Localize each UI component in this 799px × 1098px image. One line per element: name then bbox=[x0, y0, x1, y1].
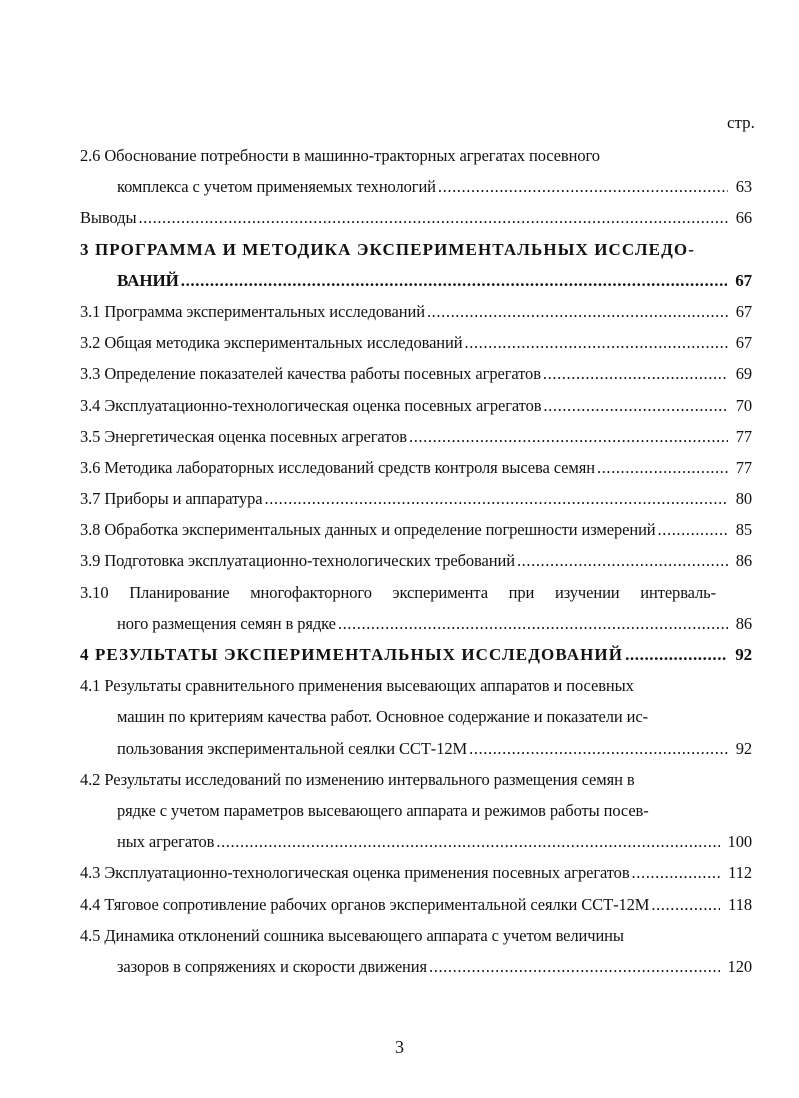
toc-entry-3-10[interactable] bbox=[80, 577, 752, 639]
dot-leader bbox=[409, 421, 728, 452]
dot-leader bbox=[543, 390, 727, 421]
toc-entry-text: 3.1 Программа экспериментальных исследований bbox=[80, 301, 425, 321]
toc-entry-3-7[interactable] bbox=[80, 483, 752, 514]
toc-page-number: 80 bbox=[735, 489, 752, 509]
toc-entry-text: ного размещения семян в рядке bbox=[117, 613, 336, 633]
toc-entry-3-8[interactable] bbox=[80, 514, 752, 545]
toc-entry-text: 3.2 Общая методика экспериментальных исследований bbox=[80, 333, 463, 353]
toc-page-number: 70 bbox=[735, 395, 752, 415]
toc-page-number: 66 bbox=[735, 208, 752, 228]
toc-entry-text: рядке с учетом параметров высевающего аппарата и режимов работы посев- bbox=[117, 800, 649, 820]
toc-entry-4-5[interactable] bbox=[80, 920, 752, 982]
dot-leader bbox=[658, 514, 728, 545]
toc-entry-text: 4.1 Результаты сравнительного применения высевающих аппаратов и посевных bbox=[80, 676, 634, 696]
toc-entry-text: 4.3 Эксплуатационно-технологическая оценка применения посевных агрегатов bbox=[80, 863, 630, 883]
dot-leader bbox=[181, 265, 727, 296]
toc-entry-text: 3.9 Подготовка эксплуатационно-технологических требований bbox=[80, 551, 515, 571]
toc-entry-2-6[interactable] bbox=[80, 140, 752, 202]
toc-page-number: 120 bbox=[727, 956, 752, 976]
dot-leader bbox=[469, 733, 728, 764]
toc-entry-text: ВАНИЙ bbox=[117, 270, 179, 290]
dot-leader bbox=[632, 857, 721, 888]
toc-page-number: 67 bbox=[735, 333, 752, 353]
dot-leader bbox=[651, 889, 720, 920]
dot-leader bbox=[517, 545, 728, 576]
dot-leader bbox=[429, 951, 720, 982]
toc-entry-text: 4 РЕЗУЛЬТАТЫ ЭКСПЕРИМЕНТАЛЬНЫХ ИССЛЕДОВАНИЙ bbox=[80, 645, 624, 664]
toc-entry-3-5[interactable] bbox=[80, 421, 752, 452]
toc-entry-text: комплекса с учетом применяемых технологий bbox=[117, 177, 436, 197]
dot-leader bbox=[465, 327, 728, 358]
toc-entry-text: 3.8 Обработка экспериментальных данных и определение погрешности измерений bbox=[80, 520, 656, 540]
toc-page-number: 67 bbox=[735, 301, 752, 321]
toc-entry-text: 3.4 Эксплуатационно-технологическая оценка посевных агрегатов bbox=[80, 395, 542, 415]
dot-leader bbox=[338, 608, 728, 639]
toc-page-number: 86 bbox=[735, 613, 752, 633]
toc-entry-text: 4.5 Динамика отклонений сошника высевающего аппарата с учетом величины bbox=[80, 925, 624, 945]
toc-page-number: 86 bbox=[735, 551, 752, 571]
toc-entry-text: пользования экспериментальной сеялки ССТ-12М bbox=[117, 738, 468, 758]
toc-entry-text: 3.3 Определение показателей качества работы посевных агрегатов bbox=[80, 364, 541, 384]
toc-entry-3-2[interactable] bbox=[80, 327, 752, 358]
dot-leader bbox=[625, 639, 727, 670]
dot-leader bbox=[138, 202, 727, 233]
toc-page-number: 112 bbox=[728, 863, 752, 883]
toc-page-number: 92 bbox=[735, 738, 752, 758]
toc-entry-4-4[interactable] bbox=[80, 889, 752, 920]
toc-page-number: 85 bbox=[735, 520, 752, 540]
toc-page-number: 77 bbox=[735, 457, 752, 477]
toc-entry-text: 3.6 Методика лабораторных исследований средств контроля высева семян bbox=[80, 457, 595, 477]
toc-entry-3-4[interactable] bbox=[80, 390, 752, 421]
table-of-contents bbox=[80, 140, 752, 982]
toc-entry-conclusions[interactable] bbox=[80, 202, 752, 233]
toc-entry-text: 4.4 Тяговое сопротивление рабочих органов экспериментальной сеялки ССТ-12М bbox=[80, 894, 650, 914]
toc-entry-text: 3 ПРОГРАММА И МЕТОДИКА ЭКСПЕРИМЕНТАЛЬНЫХ ИССЛЕДО- bbox=[80, 239, 695, 259]
toc-entry-3-9[interactable] bbox=[80, 545, 752, 576]
dot-leader bbox=[264, 483, 727, 514]
page-column-label: стр. bbox=[727, 113, 755, 132]
toc-page-number: 77 bbox=[735, 426, 752, 446]
dot-leader bbox=[543, 358, 728, 389]
toc-page-number: 67 bbox=[735, 270, 752, 290]
toc-entry-text: Выводы bbox=[80, 208, 137, 228]
toc-entry-text: 3.7 Приборы и аппаратура bbox=[80, 489, 263, 509]
toc-page-number: 63 bbox=[735, 177, 752, 197]
toc-entry-text: 3.10 Планирование многофакторного эксперимента при изучении интерваль- bbox=[80, 582, 716, 602]
dot-leader bbox=[438, 171, 728, 202]
toc-chapter-4[interactable] bbox=[80, 639, 752, 670]
page-number: 3 bbox=[395, 1037, 404, 1057]
dot-leader bbox=[216, 826, 719, 857]
toc-entry-4-1[interactable] bbox=[80, 670, 752, 764]
toc-page-number: 69 bbox=[735, 364, 752, 384]
toc-entry-3-3[interactable] bbox=[80, 358, 752, 389]
toc-page-number: 92 bbox=[735, 645, 752, 664]
toc-page-number: 118 bbox=[728, 894, 752, 914]
dot-leader bbox=[427, 296, 728, 327]
toc-entry-text: машин по критериям качества работ. Основное содержание и показатели ис- bbox=[117, 707, 649, 727]
toc-page-number: 100 bbox=[727, 832, 752, 852]
toc-entry-3-6[interactable] bbox=[80, 452, 752, 483]
toc-entry-text: 2.6 Обоснование потребности в машинно-тракторных агрегатах посевного bbox=[80, 146, 600, 165]
toc-entry-text: 4.2 Результаты исследований по изменению интервального размещения семян в bbox=[80, 769, 635, 789]
toc-entry-text: 3.5 Энергетическая оценка посевных агрегатов bbox=[80, 426, 407, 446]
dot-leader bbox=[597, 452, 728, 483]
toc-chapter-3[interactable] bbox=[80, 234, 752, 296]
toc-entry-4-3[interactable] bbox=[80, 857, 752, 888]
toc-entry-3-1[interactable] bbox=[80, 296, 752, 327]
toc-entry-4-2[interactable] bbox=[80, 764, 752, 858]
toc-entry-text: зазоров в сопряжениях и скорости движения bbox=[117, 956, 427, 976]
toc-entry-text: ных агрегатов bbox=[117, 832, 215, 852]
